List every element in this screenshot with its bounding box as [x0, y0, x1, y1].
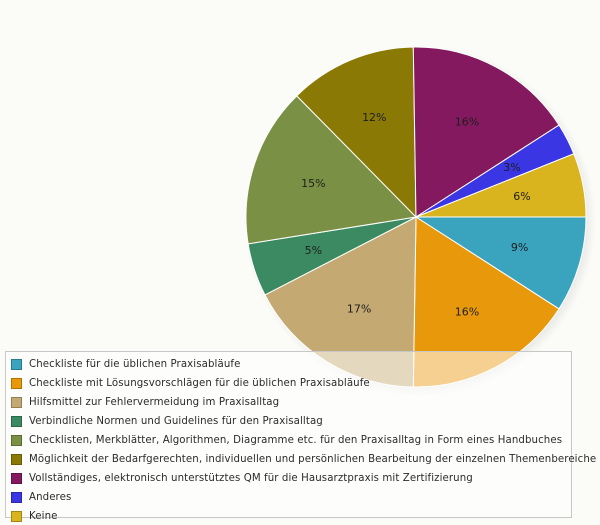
slice-label-2: 16% [454, 305, 480, 319]
legend-swatch [11, 416, 22, 427]
slice-label-9: 6% [513, 190, 531, 204]
legend-swatch [11, 378, 22, 389]
legend-label: Verbindliche Normen und Guidelines für den Praxisalltag [29, 416, 323, 427]
legend-label: Keine [29, 511, 58, 522]
slice-label-5: 15% [301, 176, 326, 190]
legend-label: Hilfsmittel zur Fehlervermeidung im Praxisalltag [29, 397, 280, 408]
legend-label: Möglichkeit der Bedarfgerechten, individuellen und persönlichen Bearbeitung der einzelnen Themenbereiche [29, 454, 597, 465]
legend-label: Checkliste für die üblichen Praxisabläufe [29, 359, 241, 370]
slice-label-7: 16% [454, 115, 480, 129]
legend-swatch [11, 435, 22, 446]
legend-swatch [11, 511, 22, 522]
legend-swatch [11, 473, 22, 484]
legend-label: Checkliste mit Lösungsvorschlägen für die üblichen Praxisabläufe [29, 378, 370, 389]
legend-swatch [11, 492, 22, 503]
legend-item[interactable] [11, 431, 571, 450]
slice-label-4: 5% [304, 244, 323, 258]
legend-label: Checklisten, Merkblätter, Algorithmen, Diagramme etc. für den Praxisalltag in Form eines Handbuches [29, 435, 563, 446]
legend-label: Anderes [29, 492, 72, 503]
slice-label-1: 9% [510, 240, 529, 254]
slice-label-3: 17% [346, 302, 372, 316]
legend-item[interactable] [11, 507, 571, 525]
slice-label-6: 12% [362, 110, 387, 124]
slice-label-8: 3% [503, 161, 521, 174]
legend-item[interactable] [11, 469, 571, 488]
legend-item[interactable] [11, 450, 597, 469]
legend-label: Vollständiges, elektronisch unterstütztes QM für die Hausarztpraxis mit Zertifizierung [29, 473, 473, 484]
legend-item[interactable] [11, 374, 571, 393]
legend-swatch [11, 359, 22, 370]
legend-item[interactable] [11, 355, 571, 374]
legend-item[interactable] [11, 393, 571, 412]
legend [5, 351, 597, 522]
legend-item[interactable] [11, 488, 571, 507]
legend-item[interactable] [11, 412, 571, 431]
legend-swatch [11, 397, 22, 408]
legend-swatch [11, 454, 22, 465]
